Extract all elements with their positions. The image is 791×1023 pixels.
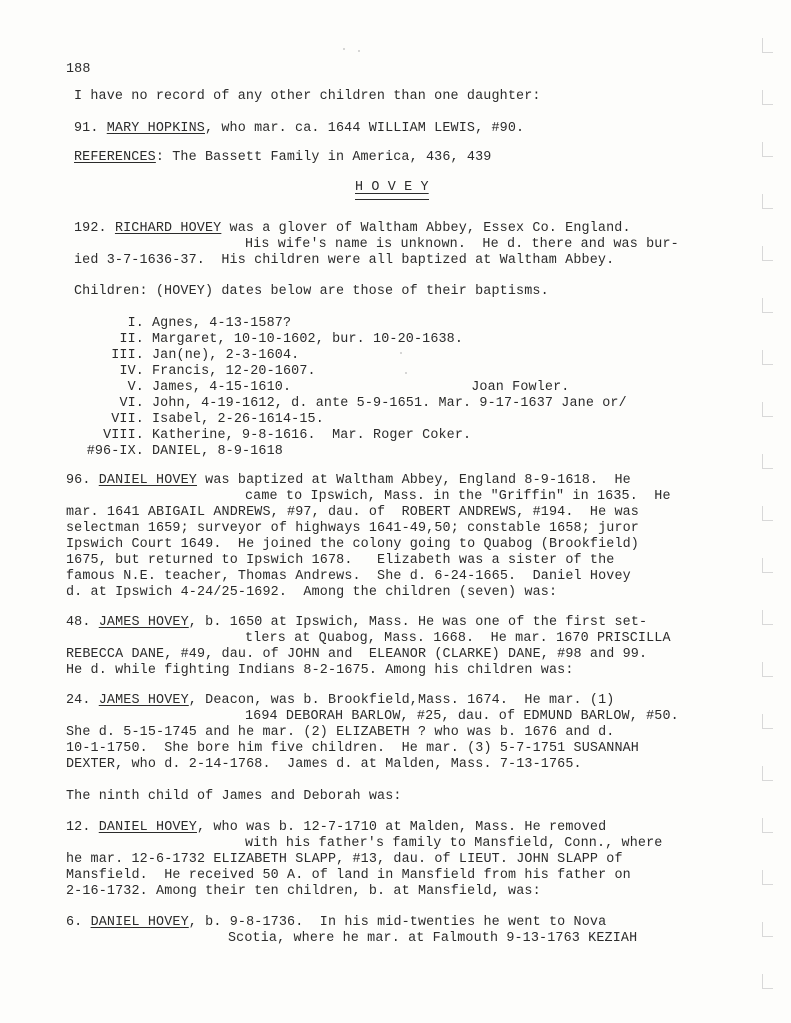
entry-192-line3: ied 3-7-1636-37. His children were all baptized at Waltham Abbey. bbox=[74, 253, 615, 268]
entry-48-line3: REBECCA DANE, #49, dau. of JOHN and ELEANOR (CLARKE) DANE, #98 and 99. bbox=[66, 647, 648, 662]
entry-6-line1 bbox=[66, 915, 606, 931]
entry-48-line2: tlers at Quabog, Mass. 1668. He mar. 1670 PRISCILLA bbox=[245, 631, 671, 646]
entry-12-line4: Mansfield. He received 50 A. of land in Mansfield from his father on bbox=[66, 868, 631, 883]
entry-text: , who was b. 12-7-1710 at Malden, Mass. He removed bbox=[196, 820, 607, 835]
references-text: : The Bassett Family in America, 436, 439 bbox=[155, 150, 492, 165]
entry-12-line3: he mar. 12-6-1732 ELIZABETH SLAPP, #13, dau. of LIEUT. JOHN SLAPP of bbox=[66, 852, 623, 867]
page-edge-mark bbox=[762, 402, 773, 417]
person-name: RICHARD HOVEY bbox=[114, 221, 222, 236]
list-item bbox=[74, 348, 299, 364]
entry-96-line5: Ipswich Court 1649. He joined the colony going to Quabog (Brookfield) bbox=[66, 537, 639, 552]
entry-text: , who mar. ca. 1644 WILLIAM LEWIS, #90. bbox=[204, 121, 525, 136]
page-edge-mark bbox=[762, 558, 773, 573]
list-item bbox=[74, 428, 471, 444]
entry-24-line5: DEXTER, who d. 2-14-1768. James d. at Malden, Mass. 7-13-1765. bbox=[66, 757, 582, 772]
child-text: Jan(ne), 2-3-1604. bbox=[152, 348, 300, 363]
entry-96-line7: famous N.E. teacher, Thomas Andrews. She d. 6-24-1665. Daniel Hovey bbox=[66, 569, 631, 584]
page-edge-mark bbox=[762, 662, 773, 677]
entry-text: , b. 9-8-1736. In his mid-twenties he went to Nova bbox=[188, 915, 607, 930]
roman-numeral: #96-IX. bbox=[86, 444, 144, 459]
child-text: Katherine, 9-8-1616. Mar. Roger Coker. bbox=[152, 428, 472, 443]
page-edge-mark bbox=[762, 38, 773, 53]
child-text: Agnes, 4-13-1587? bbox=[152, 316, 292, 331]
roman-numeral: VIII. bbox=[103, 428, 144, 443]
entry-12-line1 bbox=[66, 820, 606, 836]
roman-numeral: II. bbox=[119, 332, 144, 347]
page-number: 188 bbox=[66, 62, 91, 77]
entry-96-line1 bbox=[66, 473, 631, 489]
section-title: H O V E Y bbox=[355, 180, 429, 195]
intro-line: I have no record of any other children than one daughter: bbox=[74, 89, 541, 104]
page-edge-mark bbox=[762, 350, 773, 365]
entry-96-line8: d. at Ipswich 4-24/25-1692. Among the children (seven) was: bbox=[66, 585, 558, 600]
child-text: Margaret, 10-10-1602, bur. 10-20-1638. bbox=[152, 332, 464, 347]
entry-text: was a glover of Waltham Abbey, Essex Co. England. bbox=[221, 221, 631, 236]
scan-speck bbox=[400, 352, 402, 354]
person-name: DANIEL HOVEY bbox=[98, 473, 197, 488]
page-edge-mark bbox=[762, 142, 773, 157]
page-edge-mark bbox=[762, 714, 773, 729]
entry-96-line3: mar. 1641 ABIGAIL ANDREWS, #97, dau. of ROBERT ANDREWS, #194. He was bbox=[66, 505, 639, 520]
entry-12-line5: 2-16-1732. Among their ten children, b. at Mansfield, was: bbox=[66, 884, 541, 899]
children-intro: Children: (HOVEY) dates below are those of their baptisms. bbox=[74, 284, 549, 299]
page-edge-mark bbox=[762, 818, 773, 833]
entry-number: 192. bbox=[74, 221, 107, 236]
person-name: DANIEL HOVEY bbox=[98, 820, 197, 835]
entry-text: , b. 1650 at Ipswich, Mass. He was one of the first set- bbox=[188, 615, 648, 630]
entry-number: 24. bbox=[66, 693, 91, 708]
entry-192-line2: His wife's name is unknown. He d. there and was bur- bbox=[245, 237, 679, 252]
scan-speck bbox=[405, 372, 407, 374]
entry-6-line2: Scotia, where he mar. at Falmouth 9-13-1763 KEZIAH bbox=[228, 931, 638, 946]
references-line bbox=[74, 150, 491, 166]
entry-24-line2: 1694 DEBORAH BARLOW, #25, dau. of EDMUND BARLOW, #50. bbox=[245, 709, 679, 724]
entry-12-line2: with his father's family to Mansfield, Conn., where bbox=[245, 836, 663, 851]
entry-91 bbox=[74, 121, 524, 137]
list-item bbox=[74, 380, 569, 396]
page-edge-mark bbox=[762, 194, 773, 209]
entry-96-line2: came to Ipswich, Mass. in the "Griffin" in 1635. He bbox=[245, 489, 671, 504]
page-edge-mark bbox=[762, 974, 773, 989]
roman-numeral: I. bbox=[127, 316, 144, 331]
roman-numeral: VII. bbox=[111, 412, 144, 427]
page-edge-mark bbox=[762, 870, 773, 885]
entry-48-line1 bbox=[66, 615, 647, 631]
roman-numeral: III. bbox=[111, 348, 144, 363]
person-name: JAMES HOVEY bbox=[98, 615, 189, 630]
list-item bbox=[74, 316, 291, 332]
child-text: John, 4-19-1612, d. ante 5-9-1651. Mar. 9-17-1637 Jane or/ bbox=[152, 396, 627, 411]
person-name: DANIEL HOVEY bbox=[90, 915, 189, 930]
list-item bbox=[74, 444, 283, 460]
ninth-child-line: The ninth child of James and Deborah was: bbox=[66, 789, 402, 804]
entry-96-line6: 1675, but returned to Ipswich 1678. Elizabeth was a sister of the bbox=[66, 553, 615, 568]
child-text: Isabel, 2-26-1614-15. bbox=[152, 412, 324, 427]
page-edge-mark bbox=[762, 610, 773, 625]
roman-numeral: IV. bbox=[119, 364, 144, 379]
person-name: MARY HOPKINS bbox=[106, 121, 205, 136]
page-edge-mark bbox=[762, 506, 773, 521]
entry-number: 6. bbox=[66, 915, 83, 930]
scan-speck bbox=[343, 48, 345, 50]
entry-24-line3: She d. 5-15-1745 and he mar. (2) ELIZABETH ? who was b. 1676 and d. bbox=[66, 725, 615, 740]
list-item bbox=[74, 412, 324, 428]
scan-speck bbox=[358, 50, 360, 52]
person-name: JAMES HOVEY bbox=[98, 693, 189, 708]
roman-numeral: VI. bbox=[119, 396, 144, 411]
page-edge-mark bbox=[762, 922, 773, 937]
references-label: REFERENCES bbox=[74, 150, 156, 165]
child-text: DANIEL, 8-9-1618 bbox=[152, 444, 283, 459]
entry-24-line4: 10-1-1750. She bore him five children. He mar. (3) 5-7-1751 SUSANNAH bbox=[66, 741, 639, 756]
entry-text: , Deacon, was b. Brookfield,Mass. 1674. He mar. (1) bbox=[188, 693, 615, 708]
entry-text: was baptized at Waltham Abbey, England 8-9-1618. He bbox=[196, 473, 631, 488]
entry-number: 12. bbox=[66, 820, 91, 835]
page-edge-mark bbox=[762, 90, 773, 105]
list-item bbox=[74, 332, 463, 348]
entry-number: 96. bbox=[66, 473, 91, 488]
page-edge-mark bbox=[762, 454, 773, 469]
entry-48-line4: He d. while fighting Indians 8-2-1675. Among his children was: bbox=[66, 663, 574, 678]
list-item bbox=[74, 396, 627, 412]
child-text: James, 4-15-1610. Joan Fowler. bbox=[152, 380, 570, 395]
child-text: Francis, 12-20-1607. bbox=[152, 364, 316, 379]
entry-number: 91. bbox=[74, 121, 99, 136]
list-item bbox=[74, 364, 316, 380]
page-edge-mark bbox=[762, 298, 773, 313]
roman-numeral: V. bbox=[127, 380, 144, 395]
page-edge-mark bbox=[762, 246, 773, 261]
entry-192-line1 bbox=[74, 221, 631, 237]
page-edge-mark bbox=[762, 766, 773, 781]
entry-number: 48. bbox=[66, 615, 91, 630]
entry-24-line1 bbox=[66, 693, 614, 709]
entry-96-line4: selectman 1659; surveyor of highways 1641-49,50; constable 1658; juror bbox=[66, 521, 639, 536]
